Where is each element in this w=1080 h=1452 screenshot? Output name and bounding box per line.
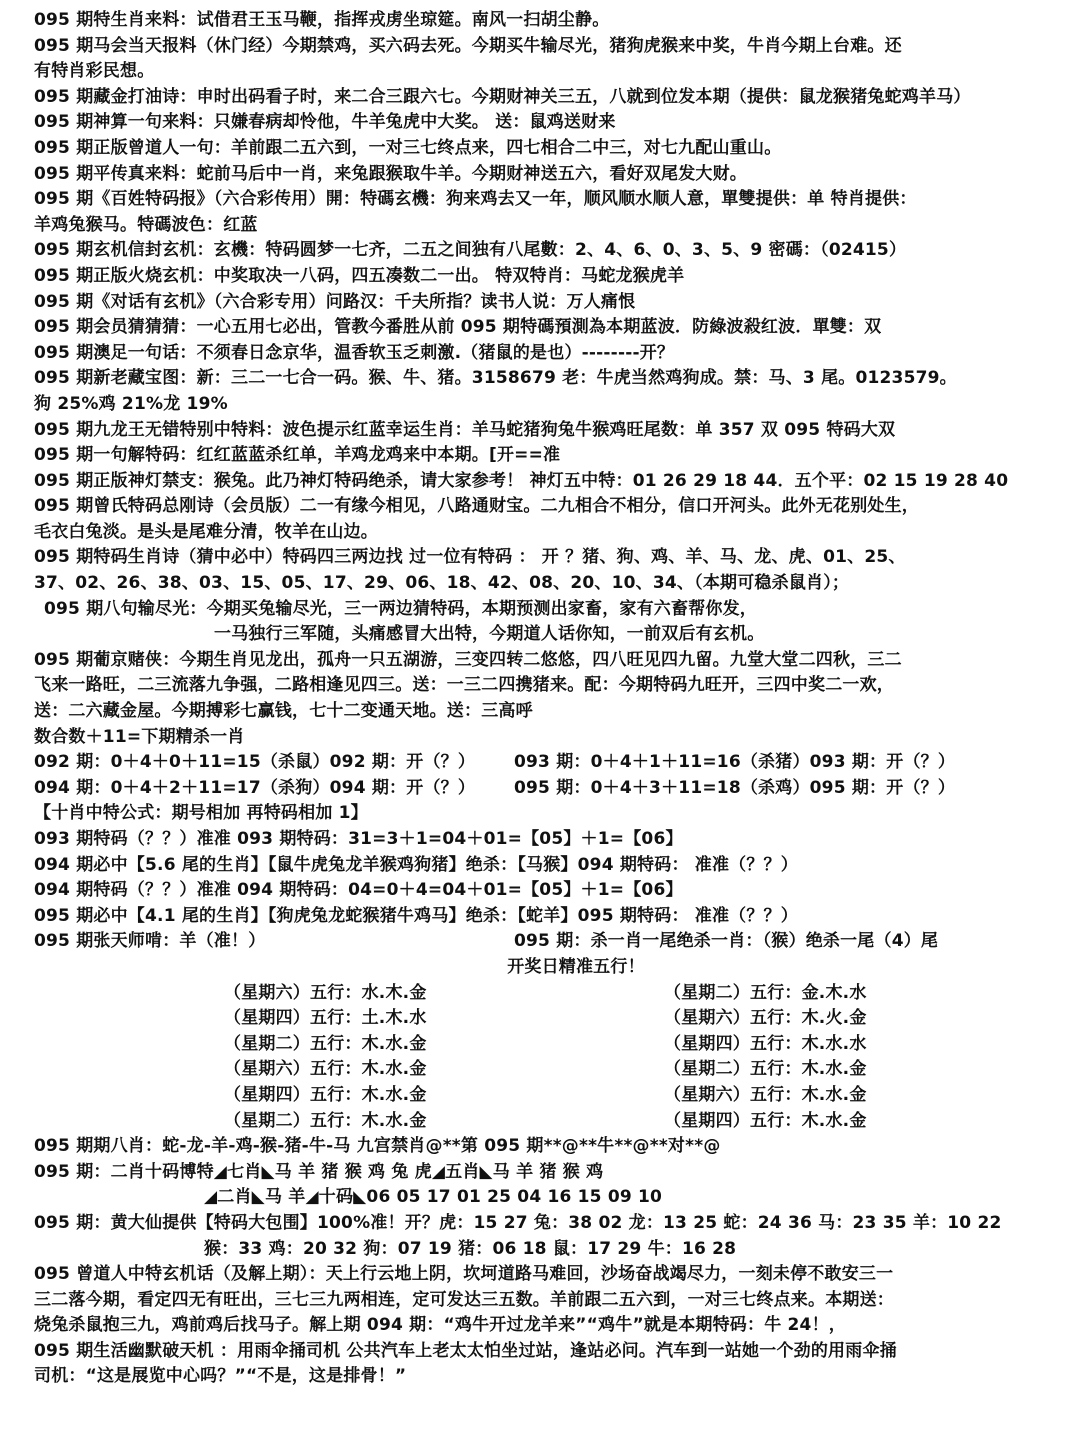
text-line: 095 期《百姓特码报》（六合彩传用）開：特碼玄機：狗来鸡去又一年，顺风顺水顺人意，單雙提供：单 特肖提供： [34, 189, 917, 210]
text-line: 三二落今期，看定四无有旺出，三七三九两相连，定可发达三五数。羊前跟二五六到，一对三七终点来。本期送： [34, 1289, 894, 1310]
text-line: 095 期新老藏宝图：新：三二一七合一码。猴、牛、猪。3158679 老：牛虎当然鸡狗成。禁：马、3 尾。0123579。 [34, 368, 957, 389]
text-line: ◢二肖◣马 羊◢十码◣06 05 17 01 25 04 16 15 09 10 [204, 1187, 663, 1208]
wuxing-right: （星期四）五行：木.水.金 [664, 1110, 867, 1131]
wuxing-left: （星期二）五行：木.水.金 [224, 1110, 427, 1131]
wuxing-left: （星期四）五行：木.水.金 [224, 1084, 427, 1105]
text-line: 猴：33 鸡：20 32 狗：07 19 猪：06 18 鼠：17 29 牛：16 28 [204, 1238, 737, 1259]
text-line: 095 期平传真来料：蛇前马后中一肖，来兔跟猴取牛羊。今期财神送五六，看好双尾发大财。 [34, 163, 748, 184]
wuxing-left: （星期六）五行：木.水.金 [224, 1059, 427, 1080]
text-line: 095 期正版火烧玄机：中奖取决一八码，四五凑数二一出。 特双特肖：马蛇龙猴虎羊 [34, 265, 685, 286]
formula-right: 095 期：0＋4＋3＋11=18（杀鸡）095 期：开（？） [514, 777, 956, 798]
text-line: 095 期澳足一句话：不须春日念京华，温香软玉乏刺激.（猪鼠的是也）--------开？ [34, 342, 675, 363]
formula-row [34, 776, 1058, 802]
formula-left: 094 期：0＋4＋2＋11=17（杀狗）094 期：开（？） [34, 777, 476, 798]
text-line: 095 期葡京赌侠：今期生肖见龙出，孤舟一只五湖游，三变四转二悠悠，四八旺见四九留。九堂大堂二四秋，三二 [34, 649, 902, 670]
wuxing-row [34, 1109, 1058, 1135]
wuxing-left: （星期四）五行：土.木.水 [224, 1008, 427, 1029]
text-line: 毛衣白兔淡。是头是尾难分清，牧羊在山边。 [34, 521, 378, 542]
text-line: 095 期特生肖来料：试借君王玉马鞭，指挥戎虏坐琼筵。南风一扫胡尘静。 [34, 10, 610, 30]
text-line: 送：二六藏金屋。今期搏彩七赢钱，七十二变通天地。送：三高呼 [34, 701, 533, 722]
wuxing-title: 开奖日精准五行！ [507, 956, 645, 977]
formula-left: 092 期：0＋4＋0＋11=15（杀鼠）092 期：开（？） [34, 752, 476, 773]
text-line: 烧兔杀鼠抱三九，鸡前鸡后找马子。解上期 094 期：“鸡牛开过龙羊来”“鸡牛”就是本期特码：牛 24！， [34, 1315, 846, 1336]
wuxing-row [34, 1057, 1058, 1083]
text-line: 095 期正版曾道人一句：羊前跟二五六到，一对三七终点来，四七相合二中三，对七九配山重山。 [34, 137, 782, 158]
text-line: 狗 25%鸡 21%龙 19% [34, 393, 228, 414]
text-line: 095 期曾氏特码总刚诗（会员版）二一有缘今相见，八路通财宝。二九相合不相分，信口开河头。此外无花别处生， [34, 496, 920, 517]
text-line: 095 期正版神灯禁支：猴兔。此乃神灯特码绝杀，请大家参考！ 神灯五中特：01 26 29 18 44．五个平：02 15 19 28 40 [34, 470, 1009, 491]
text-line: 095 期会员猜猜猜：一心五用七必出，管教今番胜从前 095 期特碼預測為本期蓝波．防綠波殺红波．單雙：双 [34, 317, 882, 338]
formula-right: 093 期：0＋4＋1＋11=16（杀猪）093 期：开（？） [514, 752, 956, 773]
text-line: 095 期神算一句来料：只嫌春病却怜他，牛羊兔虎中大奖。 送：鼠鸡送财来 [34, 112, 616, 133]
wuxing-row [34, 981, 1058, 1007]
text-line: 飞来一路旺，二三流落九争强，二路相逢见四三。送：一三二四携猪来。配：今期特码九旺开，三四中奖二一欢， [34, 675, 894, 696]
wuxing-right: （星期四）五行：木.水.水 [664, 1033, 867, 1054]
text-body [34, 8, 1058, 1390]
wuxing-row [34, 1032, 1058, 1058]
zhang-row [34, 929, 1058, 955]
text-line: 095 期九龙王无错特别中特料：波色提示红蓝幸运生肖：羊马蛇猪狗兔牛猴鸡旺尾数：单 357 双 095 特码大双 [34, 419, 896, 440]
text-line: 司机：“这是展览中心吗？”“不是，这是排骨！” [34, 1366, 407, 1387]
text-line: 095 期八句输尽光：今期买兔输尽光，三一两边猜特码，本期预测出家畜，家有六畜帮你发， [44, 598, 758, 619]
zhang-left: 095 期张天师啃：羊（准！） [34, 931, 266, 952]
text-line: 093 期特码（？？）准准 093 期特码：31=3＋1=04＋01=【05】＋1=【06】 [34, 829, 683, 849]
text-line: 095 期特码生肖诗（猜中必中）特码四三两边找 过一位有特码 ： 开 ？猪、狗、鸡、羊、马、龙、虎、01、25、 [34, 547, 906, 568]
text-line: 095 期马会当天报料（休门经）今期禁鸡，买六码去死。今期买牛输尽光，猪狗虎猴来中奖，牛肖今期上台难。还 [34, 35, 902, 56]
text-line: 【十肖中特公式：期号相加 再特码相加 1】 [34, 803, 368, 824]
text-line: 095 期生活幽默破天机 ：用雨伞捅司机 公共汽车上老太太怕坐过站，逢站必问。汽车到一站她一个劲的用雨伞捅 [34, 1340, 897, 1361]
wuxing-right: （星期六）五行：木.火.金 [664, 1008, 867, 1029]
text-line: 094 期必中【5.6 尾的生肖】【鼠牛虎兔龙羊猴鸡狗猪】绝杀：【马猴】094 期特码： 准准（？？） [34, 854, 798, 875]
text-line: 095 期《对话有玄机》（六合彩专用）问路汉：千夫所指？读书人说：万人痛恨 [34, 291, 636, 312]
wuxing-row [34, 1083, 1058, 1109]
text-line: 094 期特码（？？）准准 094 期特码：04=0＋4=04＋01=【05】＋1=【06】 [34, 880, 683, 901]
wuxing-right: （星期六）五行：木.水.金 [664, 1084, 867, 1105]
zhang-right: 095 期：杀一肖一尾绝杀一肖：（猴）绝杀一尾（4）尾 [514, 931, 939, 952]
text-line: 095 期藏金打油诗：申时出码看子时，来二合三跟六七。今期财神关三五，八就到位发本期（提供：鼠龙猴猪兔蛇鸡羊马） [34, 86, 971, 107]
text-line: 数合数＋11=下期精杀一肖 [34, 726, 245, 747]
text-line: 095 期：黄大仙提供【特码大包围】100%准！开？虎：15 27 兔：38 02 龙：13 25 蛇：24 36 马：23 35 羊：10 22 [34, 1212, 1002, 1233]
wuxing-row [34, 1006, 1058, 1032]
text-line: 095 曾道人中特玄机话（及解上期）：天上行云地上阴，坎坷道路马难回，沙场奋战竭尽力，一刻未停不敢安三一 [34, 1264, 894, 1285]
text-line: 有特肖彩民想。 [34, 61, 155, 82]
wuxing-left: （星期二）五行：木.水.金 [224, 1033, 427, 1054]
text-line: 37、02、26、38、03、15、05、17、29、06、18、42、08、20、10、34、（本期可稳杀鼠肖）； [34, 573, 850, 594]
wuxing-right: （星期二）五行：金.木.水 [664, 982, 867, 1003]
text-line: 095 期期八肖：蛇-龙-羊-鸡-猴-猪-牛-马 九宫禁肖@**第 095 期**@**牛**@**对**@ [34, 1136, 721, 1157]
formula-row [34, 750, 1058, 776]
text-line: 一马独行三军随，头痛感冒大出特，今期道人话你知，一前双后有玄机。 [214, 624, 765, 645]
wuxing-left: （星期六）五行：水.木.金 [224, 982, 427, 1003]
text-line: 羊鸡兔猴马。特碼波色：红蓝 [34, 214, 258, 235]
wuxing-right: （星期二）五行：木.水.金 [664, 1059, 867, 1080]
text-line: 095 期一句解特码：红红蓝蓝杀红单，羊鸡龙鸡来中本期。[开==准 [34, 445, 561, 466]
text-line: 095 期玄机信封玄机：玄機：特码圆梦一七齐，二五之间独有八尾數：2、4、6、0、3、5、9 密碼：（02415） [34, 240, 907, 261]
text-line: 095 期：二肖十码博特◢七肖◣马 羊 猪 猴 鸡 兔 虎◢五肖◣马 羊 猪 猴 鸡 [34, 1161, 604, 1182]
text-line: 095 期必中【4.1 尾的生肖】【狗虎兔龙蛇猴猪牛鸡马】绝杀：【蛇羊】095 期特码： 准准（？？） [34, 905, 798, 926]
